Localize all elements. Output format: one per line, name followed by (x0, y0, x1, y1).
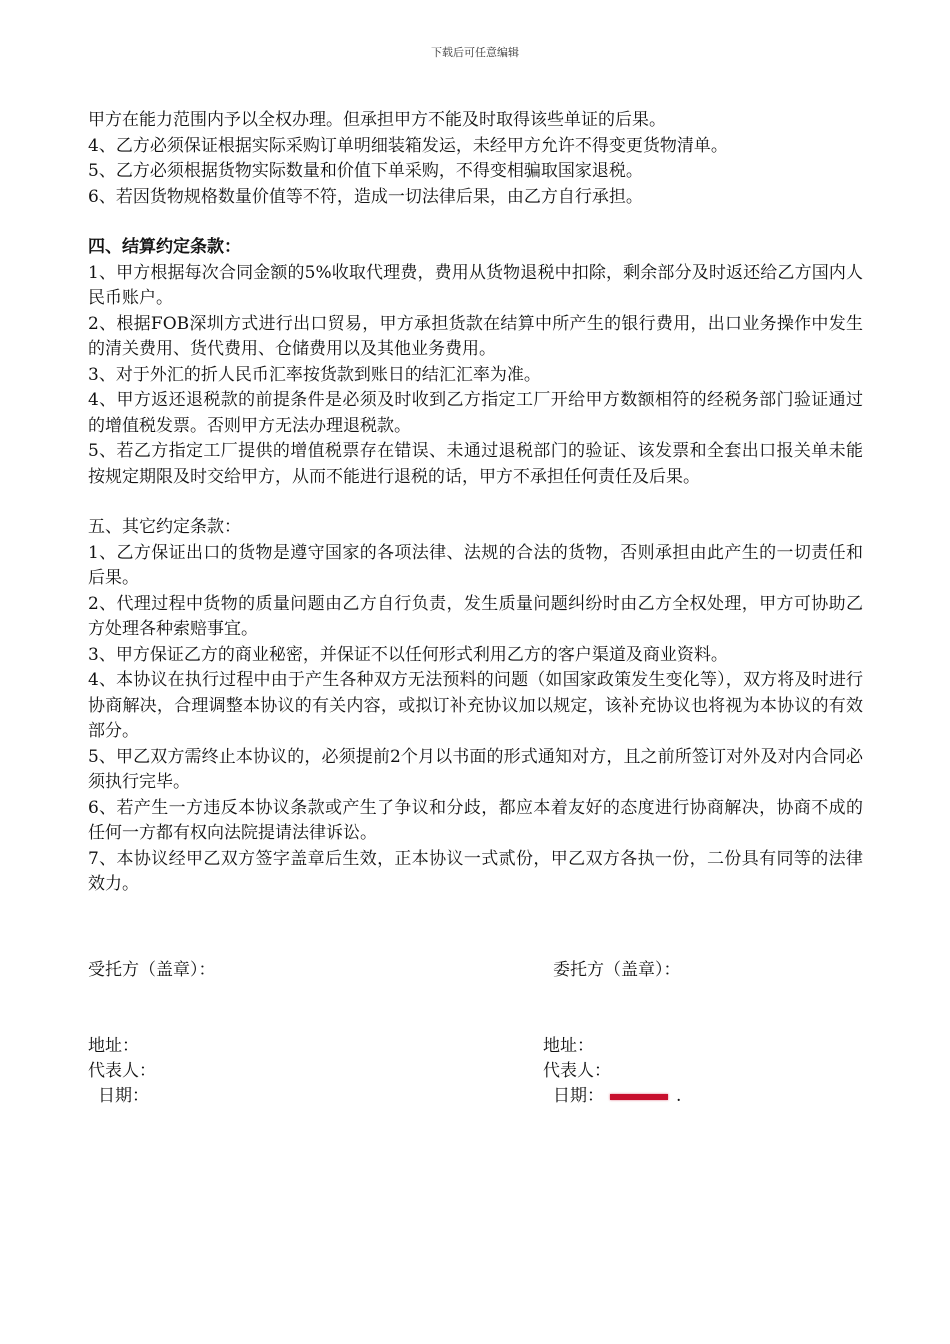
left-representative-label: 代表人： (88, 1061, 156, 1081)
clause-paragraph: 4、甲方返还退税款的前提条件是必须及时收到乙方指定工厂开给甲方数额相符的经税务部门验证通过的增值税发票。否则甲方无法办理退税款。 (88, 390, 863, 436)
clause-paragraph: 1、甲方根据每次合同金额的5%收取代理费，费用从货物退税中扣除，剩余部分及时返还给乙方国内人民币账户。 (88, 262, 863, 308)
clause-paragraph: 4、乙方必须保证根据实际采购订单明细装箱发运，未经甲方允许不得变更货物清单。 (88, 135, 728, 156)
clause-paragraph: 7、本协议经甲乙双方签字盖章后生效，正本协议一式贰份，甲乙双方各执一份，二份具有同等的法律效力。 (88, 848, 863, 894)
clause-paragraph: 6、若产生一方违反本协议条款或产生了争议和分歧，都应本着友好的态度进行协商解决，协商不成的任何一方都有权向法院提请法律诉讼。 (88, 797, 863, 843)
clause-paragraph: 2、根据FOB深圳方式进行出口贸易，甲方承担货款在结算中所产生的银行费用，出口业务操作中发生的清关费用、货代费用、仓储费用以及其他业务费用。 (88, 313, 863, 359)
page-header: 下载后可任意编辑 (431, 46, 519, 59)
clause-paragraph: 甲方在能力范围内予以全权办理。但承担甲方不能及时取得该些单证的后果。 (88, 110, 666, 130)
agreement-body (88, 108, 863, 898)
clause-paragraph: 5、乙方必须根据货物实际数量和价值下单采购，不得变相骗取国家退税。 (88, 161, 643, 181)
section-4-title: 四、结算约定条款： (88, 237, 241, 257)
spacer (88, 490, 863, 515)
clause-paragraph: 3、甲方保证乙方的商业秘密，并保证不以任何形式利用乙方的客户渠道及商业资料。 (88, 644, 728, 665)
clause-paragraph: 4、本协议在执行过程中由于产生各种双方无法预料的问题（如国家政策发生变化等），双方将及时进行协商解决，合理调整本协议的有关内容，或拟订补充协议加以规定，该补充协议也将视为本协议的有效部分。 (88, 670, 863, 741)
right-address-label: 地址： (543, 1036, 594, 1056)
spacer (88, 210, 863, 235)
red-redaction-mark (610, 1094, 668, 1100)
section-5-title: 五、其它约定条款： (88, 517, 241, 537)
left-date-label: 日期： (98, 1086, 149, 1106)
clause-paragraph: 3、对于外汇的折人民币汇率按货款到账日的结汇汇率为准。 (88, 364, 541, 385)
clause-paragraph: 5、若乙方指定工厂提供的增值税票存在错误、未通过退税部门的验证、该发票和全套出口报关单未能按规定期限及时交给甲方，从而不能进行退税的话，甲方不承担任何责任及后果。 (88, 441, 863, 487)
right-date-suffix: . (676, 1086, 682, 1106)
right-date-label: 日期： (553, 1086, 604, 1106)
clause-paragraph: 5、甲乙双方需终止本协议的，必须提前2个月以书面的形式通知对方，且之前所签订对外及对内合同必须执行完毕。 (88, 746, 863, 792)
left-address-label: 地址： (88, 1036, 139, 1056)
right-party-label: 委托方（盖章）： (553, 960, 681, 980)
left-party-label: 受托方（盖章）： (88, 960, 216, 980)
right-representative-label: 代表人： (543, 1061, 611, 1081)
right-date-line (553, 1084, 681, 1109)
clause-paragraph: 6、若因货物规格数量价值等不符，造成一切法律后果，由乙方自行承担。 (88, 186, 643, 207)
clause-paragraph: 1、乙方保证出口的货物是遵守国家的各项法律、法规的合法的货物，否则承担由此产生的一切责任和后果。 (88, 542, 863, 588)
clause-paragraph: 2、代理过程中货物的质量问题由乙方自行负责，发生质量问题纠纷时由乙方全权处理，甲方可协助乙方处理各种索赔事宜。 (88, 593, 863, 639)
